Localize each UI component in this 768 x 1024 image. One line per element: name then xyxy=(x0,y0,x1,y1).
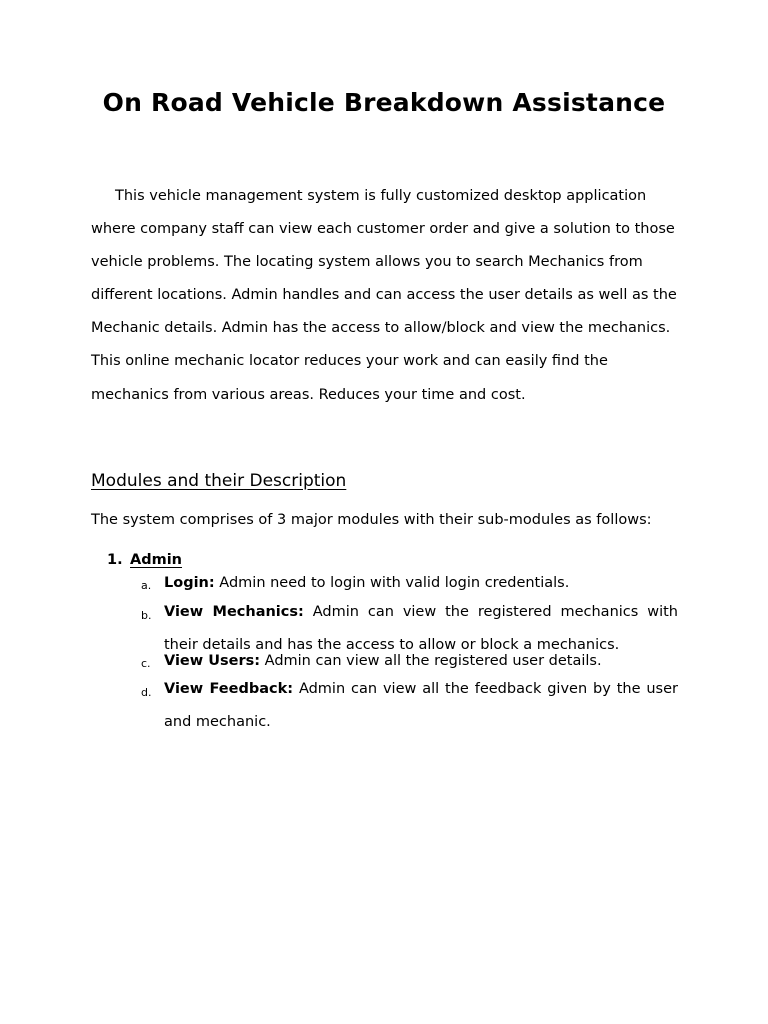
sub-module-description: Admin need to login with valid login credentials. xyxy=(214,575,570,591)
sub-module-term: View Mechanics: xyxy=(164,604,304,620)
modules-lead-text: The system comprises of 3 major modules with their sub-modules as follows: xyxy=(91,512,652,528)
section-heading: Modules and their Description xyxy=(91,471,347,491)
sub-module-term: Login: xyxy=(164,575,215,591)
module-admin xyxy=(107,552,182,568)
sub-module-letter: a. xyxy=(141,579,152,592)
sub-module-description: Admin can view the registered mechanics with their details and has the access to allow or block a mechanics. xyxy=(164,604,678,653)
sub-module-term: View Feedback: xyxy=(164,681,294,697)
sub-module-view-feedback xyxy=(141,673,678,739)
module-label: Admin xyxy=(130,552,183,568)
module-number: 1. xyxy=(107,552,123,568)
sub-module-term: View Users: xyxy=(164,653,261,669)
sub-module-letter: b. xyxy=(141,609,152,622)
sub-module-letter: d. xyxy=(141,686,152,699)
sub-module-description: Admin can view all the feedback given by the user and mechanic. xyxy=(164,681,678,730)
sub-module-description: Admin can view all the registered user details. xyxy=(260,653,602,669)
document-title: On Road Vehicle Breakdown Assistance xyxy=(102,88,666,117)
sub-module-view-users xyxy=(141,651,678,671)
intro-paragraph: This vehicle management system is fully customized desktop application where company staff can view each customer order and give a solution to those vehicle problems. The locating system allows you to search Mechanics from different locations. Admin handles and can access the user details as well as the Mechanic details. Admin has the access to allow/block and view the mechanics. This online mechanic locator reduces your work and can easily find the mechanics from various areas. Reduces your time and cost. xyxy=(91,188,677,403)
sub-module-letter: c. xyxy=(141,657,151,670)
sub-module-login xyxy=(141,573,678,593)
